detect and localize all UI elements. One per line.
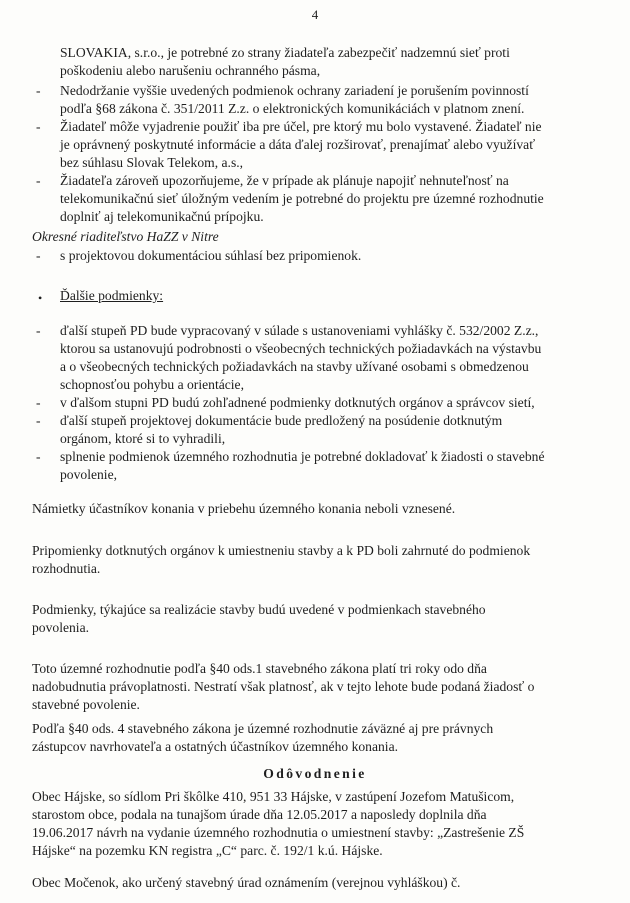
page-number: 4 bbox=[311, 7, 319, 22]
bullet-icon: • bbox=[38, 291, 43, 305]
text-line: Pripomienky dotknutých orgánov k umiestneniu stavby a k PD boli zahrnuté do podmienok bbox=[32, 543, 531, 558]
text-line: zástupcov navrhovateľa a ostatných účastníkov územného konania. bbox=[32, 739, 399, 754]
text-line: schopnosťou pohybu a orientácie, bbox=[60, 377, 244, 392]
list-dash: - bbox=[36, 248, 41, 263]
text-line: ďalší stupeň PD bude vypracovaný v súlade s ustanoveniami vyhlášky č. 532/2002 Z.z., bbox=[60, 323, 539, 338]
text-line: ďalší stupeň projektovej dokumentácie bude predložený na posúdenie dotknutým bbox=[60, 413, 503, 428]
text-line: ktorou sa ustanovujú podrobnosti o všeobecných technických požiadavkách na výstavbu bbox=[60, 341, 542, 356]
text-line: a o všeobecných technických požiadavkách na stavby užívané osobami s obmedzenou bbox=[60, 359, 529, 374]
hazz-heading: Okresné riaditeľstvo HaZZ v Nitre bbox=[32, 229, 219, 244]
text-line: orgánom, ktoré si to vyhradili, bbox=[60, 431, 226, 446]
telekom-item bbox=[60, 44, 592, 80]
hazz-text: s projektovou dokumentáciou súhlasí bez pripomienok. bbox=[60, 248, 362, 263]
list-dash: - bbox=[36, 449, 41, 464]
text-line: Žiadateľa zároveň upozorňujeme, že v prípade ak plánuje napojiť nehnuteľnosť na bbox=[60, 173, 509, 188]
text-line: bez súhlasu Slovak Telekom, a.s., bbox=[60, 155, 244, 170]
paragraph bbox=[32, 500, 592, 518]
text-line: Toto územné rozhodnutie podľa §40 ods.1 stavebného zákona platí tri roky odo dňa bbox=[32, 661, 487, 676]
paragraph bbox=[32, 542, 592, 578]
dalsie-item bbox=[60, 448, 592, 484]
dalsie-item bbox=[60, 322, 592, 394]
telekom-item bbox=[60, 82, 592, 118]
text-line: telekomunikačnú sieť úložným vedením je potrebné do projektu pre územné rozhodnutie bbox=[60, 191, 544, 206]
text-line: nadobudnutia právoplatnosti. Nestratí však platnosť, ak v tejto lehote bude podaná žiadosť o bbox=[32, 679, 535, 694]
text-line: Podľa §40 ods. 4 stavebného zákona je územné rozhodnutie záväzné aj pre právnych bbox=[32, 721, 494, 736]
list-dash: - bbox=[36, 119, 41, 134]
text-line: Obec Močenok, ako určený stavebný úrad oznámením (verejnou vyhláškou) č. bbox=[32, 875, 461, 890]
text-line: v ďalšom stupni PD budú zohľadnené podmienky dotknutých orgánov a správcov sietí, bbox=[60, 395, 535, 410]
text-line: stavebné povolenie. bbox=[32, 697, 140, 712]
section-heading-dalsie: Ďalšie podmienky: bbox=[60, 288, 164, 303]
text-line: Nedodržanie vyššie uvedených podmienok ochrany zariadení je porušením povinností bbox=[60, 83, 529, 98]
text-line: starostom obce, podala na tunajšom úrade dňa 12.05.2017 a naposledy doplnila dňa bbox=[32, 807, 487, 822]
text-line: Námietky účastníkov konania v priebehu územného konania neboli vznesené. bbox=[32, 501, 456, 516]
text-line: splnenie podmienok územného rozhodnutia je potrebné dokladovať k žiadosti o stavebné bbox=[60, 449, 545, 464]
list-dash: - bbox=[36, 83, 41, 98]
text-line: Podmienky, týkajúce sa realizácie stavby budú uvedené v podmienkach stavebného bbox=[32, 602, 486, 617]
section-title-oduvodnenie: Odôvodnenie bbox=[263, 766, 367, 781]
list-dash: - bbox=[36, 413, 41, 428]
text-line: podľa §68 zákona č. 351/2011 Z.z. o elektronických komunikáciách v platnom znení. bbox=[60, 101, 525, 116]
text-line: doplniť aj telekomunikačnú prípojku. bbox=[60, 209, 264, 224]
list-dash: - bbox=[36, 173, 41, 188]
list-dash: - bbox=[36, 323, 41, 338]
paragraph bbox=[32, 601, 592, 637]
text-line: povolenia. bbox=[32, 620, 90, 635]
telekom-item bbox=[60, 118, 592, 172]
telekom-item bbox=[60, 172, 592, 226]
text-line: Obec Hájske, so sídlom Pri škôlke 410, 951 33 Hájske, v zastúpení Jozefom Matušicom, bbox=[32, 789, 515, 804]
dalsie-item bbox=[60, 394, 592, 412]
text-line: rozhodnutia. bbox=[32, 561, 101, 576]
text-line: Žiadateľ môže vyjadrenie použiť iba pre účel, pre ktorý mu bolo vystavené. Žiadateľ nie bbox=[60, 119, 542, 134]
text-line: SLOVAKIA, s.r.o., je potrebné zo strany žiadateľa zabezpečiť nadzemnú sieť proti bbox=[60, 45, 510, 60]
text-line: poškodeniu alebo narušeniu ochranného pásma, bbox=[60, 63, 321, 78]
paragraph bbox=[32, 660, 592, 714]
list-dash: - bbox=[36, 395, 41, 410]
dalsie-item bbox=[60, 412, 592, 448]
text-line: Hájske“ na pozemku KN registra „C“ parc. č. 192/1 k.ú. Hájske. bbox=[32, 843, 383, 858]
paragraph bbox=[32, 788, 592, 860]
text-line: 19.06.2017 návrh na vydanie územného rozhodnutia o umiestnení stavby: „Zastrešenie ZŠ bbox=[32, 825, 525, 840]
paragraph bbox=[32, 874, 592, 892]
paragraph bbox=[32, 720, 592, 756]
text-line: je oprávnený poskytnuté informácie a dáta ďalej rozširovať, prenajímať alebo využívať bbox=[60, 137, 536, 152]
text-line: povolenie, bbox=[60, 467, 118, 482]
